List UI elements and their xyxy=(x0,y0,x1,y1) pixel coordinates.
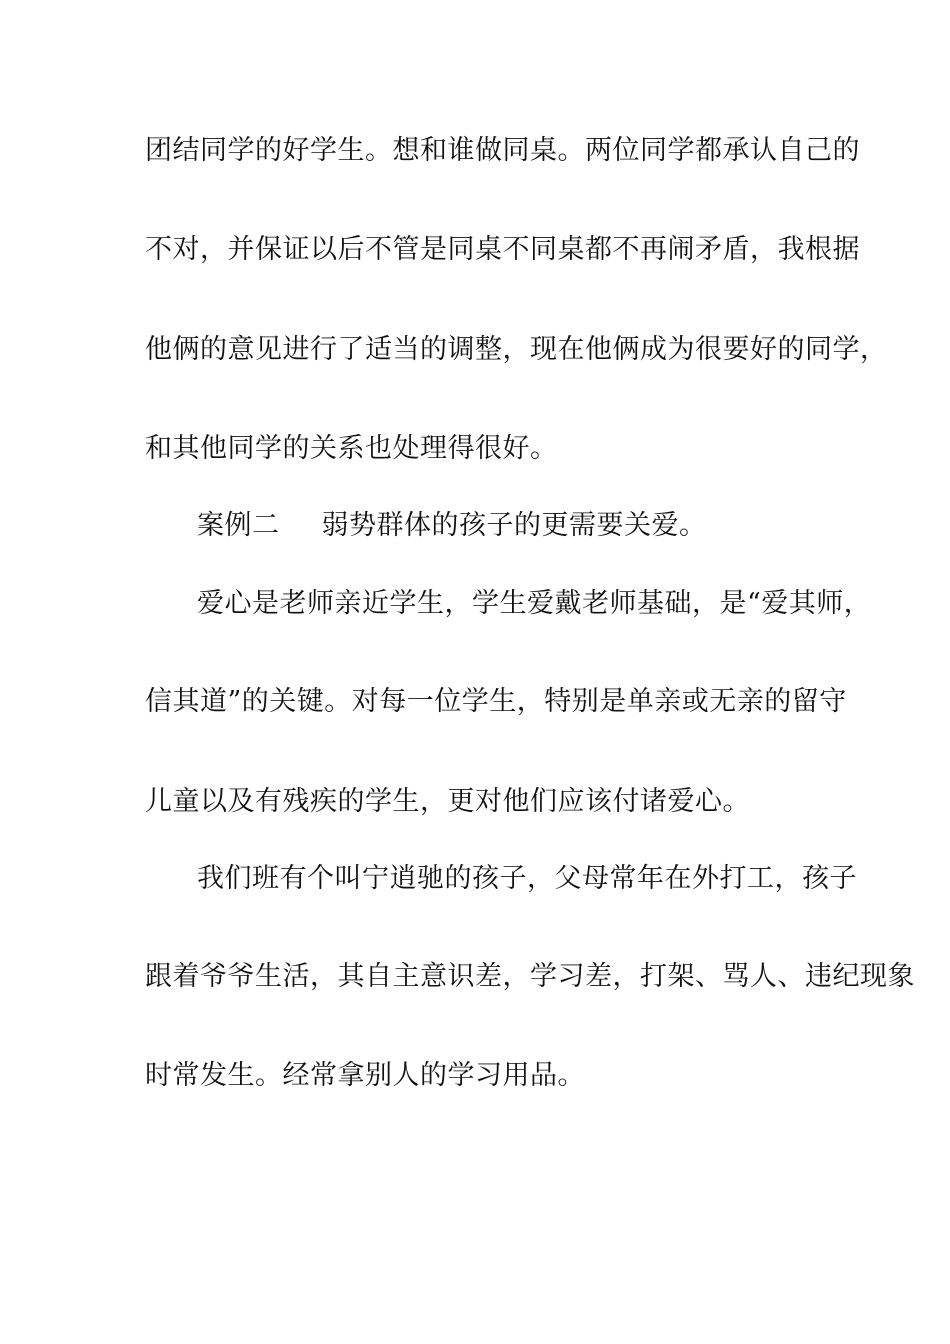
paragraph-line: 信其道”的关键。对每一位学生，特别是单亲或无亲的留守 xyxy=(145,686,847,717)
case-title: 弱势群体的孩子的更需要关爱。 xyxy=(321,510,707,541)
case-label: 案例二 xyxy=(197,510,280,541)
paragraph-line: 跟着爷爷生活，其自主意识差，学习差，打架、骂人、违纪现象 xyxy=(145,961,915,992)
paragraph-line: 爱心是老师亲近学生，学生爱戴老师基础，是“爱其师， xyxy=(197,588,872,619)
paragraph-line: 时常发生。经常拿别人的学习用品。 xyxy=(145,1060,585,1091)
paragraph-line: 和其他同学的关系也处理得很好。 xyxy=(145,433,558,464)
paragraph-line: 儿童以及有残疾的学生，更对他们应该付诸爱心。 xyxy=(145,786,750,817)
paragraph-line: 团结同学的好学生。想和谁做同桌。两位同学都承认自己的 xyxy=(145,135,860,166)
paragraph-line: 不对，并保证以后不管是同桌不同桌都不再闹矛盾，我根据 xyxy=(145,234,860,265)
case-heading xyxy=(197,509,707,543)
paragraph-line: 他俩的意见进行了适当的调整，现在他俩成为很要好的同学， xyxy=(145,334,888,365)
paragraph-line: 我们班有个叫宁逍驰的孩子，父母常年在外打工，孩子 xyxy=(197,863,857,894)
